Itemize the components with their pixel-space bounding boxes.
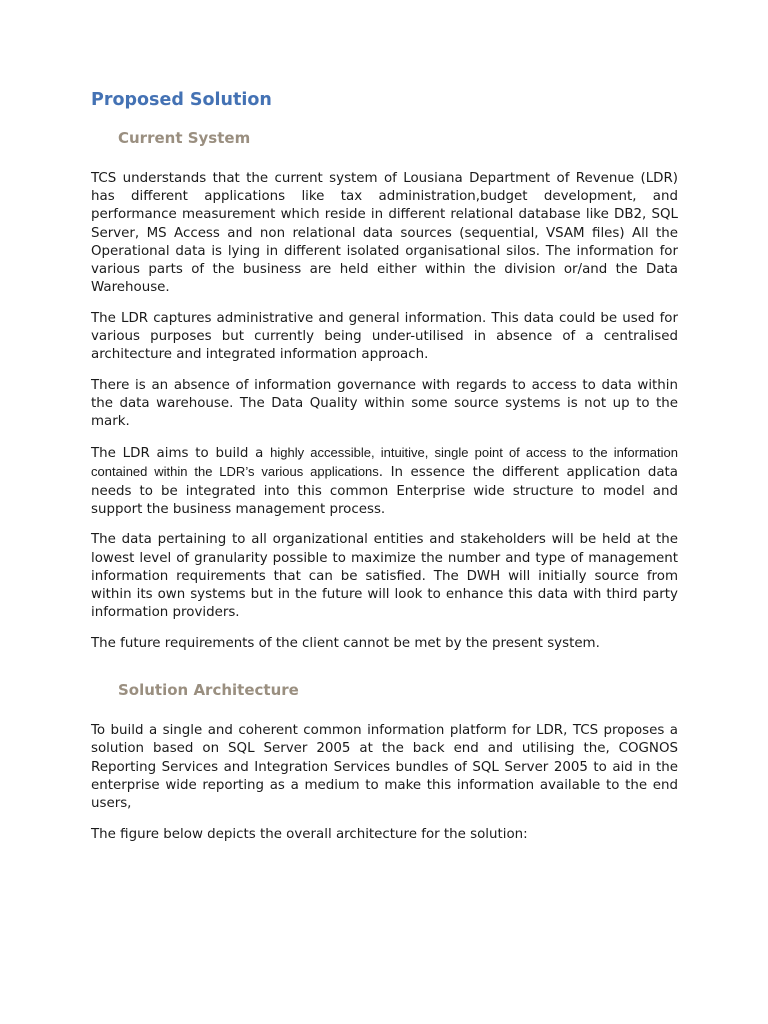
paragraph: The future requirements of the client cannot be met by the present system.	[91, 635, 600, 651]
section-heading-solution-architecture: Solution Architecture	[118, 681, 299, 700]
paragraph: TCS understands that the current system of Lousiana Department of Revenue (LDR) has different applications like tax administration,budget development, and performance measurement which reside in different relational database like DB2, SQL Server, MS Access and non relational data sources (sequential, VSAM files) All the Operational data is lying in different isolated organisational silos. The information for various parts of the business are held either within the division or/and the Data Warehouse.	[91, 171, 678, 296]
paragraph	[91, 444, 678, 519]
paragraph-narrow-text: highly accessible, intuitive, single point of access to the information contained within the LDR’s various applications	[91, 445, 679, 480]
paragraph-lead-text: The LDR aims to build a	[91, 446, 271, 462]
section-heading-current-system: Current System	[118, 129, 251, 147]
paragraph: The LDR captures administrative and general information. This data could be used for various purposes but currently being under-utilised in absence of a centralised architecture and integrated information approach.	[91, 310, 678, 363]
paragraph-tail-text: . In essence the different application data needs to be integrated into this common Enterprise wide structure to model and support the business management process.	[91, 465, 678, 517]
paragraph: To build a single and coherent common information platform for LDR, TCS proposes a solution based on SQL Server 2005 at the back end and utilising the, COGNOS Reporting Services and Integration Services bundles of SQL Server 2005 to aid in the enterprise wide reporting as a medium to make this information available to the end users,	[91, 723, 678, 811]
document-page	[91, 86, 678, 844]
paragraph: The data pertaining to all organizational entities and stakeholders will be held at the lowest level of granularity possible to maximize the number and type of management information requirements that can be satisfied. The DWH will initially source from within its own systems but in the future will look to enhance this data with third party information providers.	[91, 532, 678, 621]
paragraph: The figure below depicts the overall architecture for the solution:	[91, 826, 528, 842]
paragraph: There is an absence of information governance with regards to access to data within the data warehouse. The Data Quality within some source systems is not up to the mark.	[91, 378, 678, 430]
page-title: Proposed Solution	[91, 90, 272, 110]
